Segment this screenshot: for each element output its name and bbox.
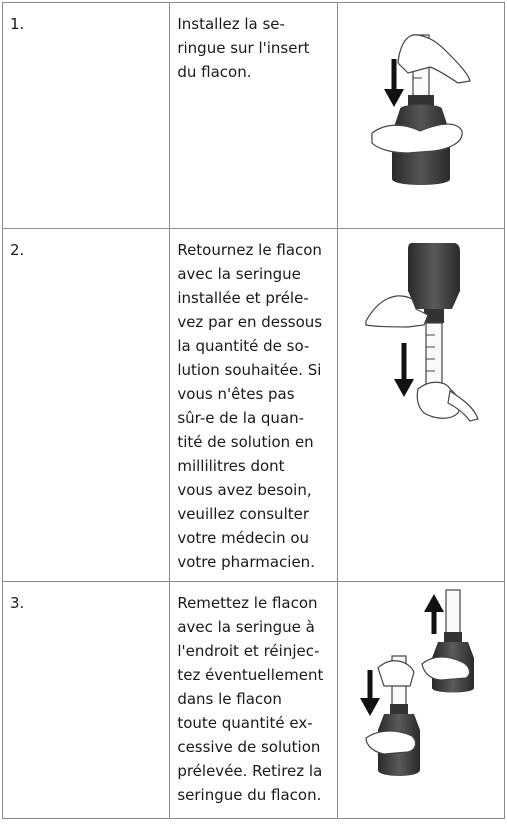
step-text-cell	[170, 582, 337, 819]
step-number: 2.	[10, 241, 25, 259]
step-illustration-cell	[337, 3, 504, 229]
step-row	[3, 582, 505, 819]
step-number: 1.	[10, 15, 25, 33]
step-text-cell	[170, 229, 337, 582]
step-text-cell	[170, 3, 337, 229]
step-illustration-cell	[337, 582, 504, 819]
step-row	[3, 229, 505, 582]
step-instruction: Remettez le flacon avec la seringue à l'endroit et réinjec- tez éventuellement dans le flacon toute quantité ex- cessive de solution prélevée. Retirez la seringue du flacon.	[177, 594, 324, 804]
step-number-cell	[3, 3, 170, 229]
syringe-insert-illustration	[338, 3, 504, 228]
step-number-cell	[3, 229, 170, 582]
step-row	[3, 3, 505, 229]
step-instruction: Installez la se- ringue sur l'insert du flacon.	[177, 15, 310, 81]
step-illustration-cell	[337, 229, 504, 582]
reinject-remove-illustration	[338, 582, 504, 818]
inverted-bottle-illustration	[338, 229, 504, 581]
step-instruction: Retournez le flacon avec la seringue installée et préle- vez par en dessous la quantité de so- lution souhaitée. Si vous n'êtes pas sûr-e de la quan- tité de solution en millilitres dont vous avez besoin, veuillez consulter votre médecin ou votre pharmacien.	[177, 241, 323, 571]
step-number-cell	[3, 582, 170, 819]
instruction-table	[2, 2, 505, 819]
step-number: 3.	[10, 594, 25, 612]
